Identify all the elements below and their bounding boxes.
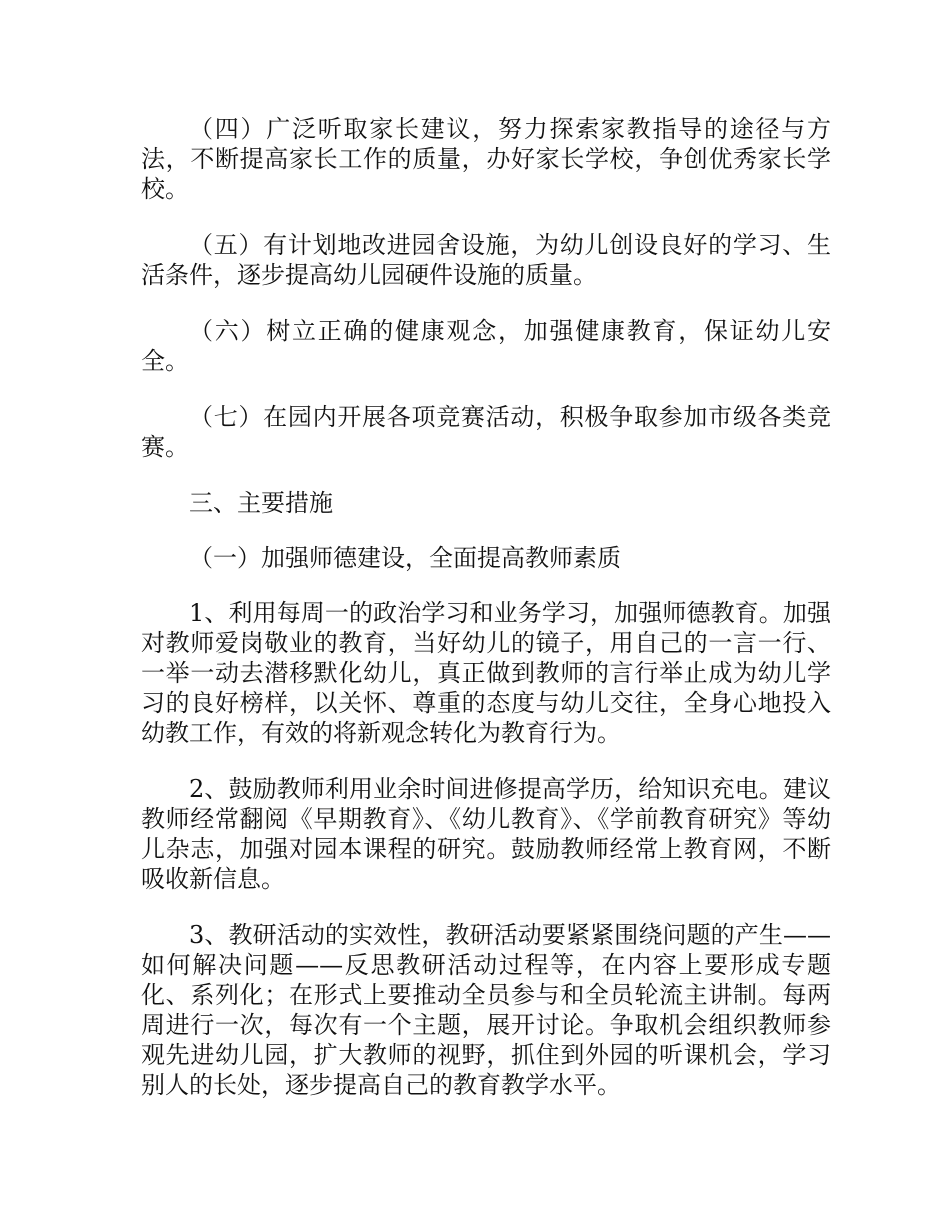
paragraph-item-5: （五）有计划地改进园舍设施，为幼儿创设良好的学习、生活条件，逐步提高幼儿园硬件设施的质量。 — [141, 231, 831, 289]
paragraph-item-7: （七）在园内开展各项竞赛活动，积极争取参加市级各类竞赛。 — [141, 403, 831, 461]
measure-item-2: 2、鼓励教师利用业余时间进修提高学历，给知识充电。建议教师经常翻阅《早期教育》、《幼儿教育》、《学前教育研究》等幼儿杂志，加强对园本课程的研究。鼓励教师经常上教育网，不断吸收新信息。 — [141, 775, 831, 893]
subsection-heading-teacher-quality: （一）加强师德建设，全面提高教师素质 — [189, 544, 621, 572]
measure-item-3: 3、教研活动的实效性，教研活动要紧紧围绕问题的产生——如何解决问题——反思教研活动过程等，在内容上要形成专题化、系列化；在形式上要推动全员参与和全员轮流主讲制。每两周进行一次，每次有一个主题，展开讨论。争取机会组织教师参观先进幼儿园，扩大教师的视野，抓住到外园的听课机会，学习别人的长处，逐步提高自己的教育教学水平。 — [141, 921, 831, 1099]
measure-item-1: 1、利用每周一的政治学习和业务学习，加强师德教育。加强对教师爱岗敬业的教育，当好幼儿的镜子，用自己的一言一行、一举一动去潜移默化幼儿，真正做到教师的言行举止成为幼儿学习的良好榜样，以关怀、尊重的态度与幼儿交往，全身心地投入幼教工作，有效的将新观念转化为教育行为。 — [141, 599, 831, 747]
section-heading-measures: 三、主要措施 — [189, 489, 333, 517]
paragraph-item-6: （六）树立正确的健康观念，加强健康教育，保证幼儿安全。 — [141, 317, 831, 375]
paragraph-item-4: （四）广泛听取家长建议，努力探索家教指导的途径与方法，不断提高家长工作的质量，办好家长学校，争创优秀家长学校。 — [141, 115, 831, 203]
document-body — [141, 114, 831, 1126]
